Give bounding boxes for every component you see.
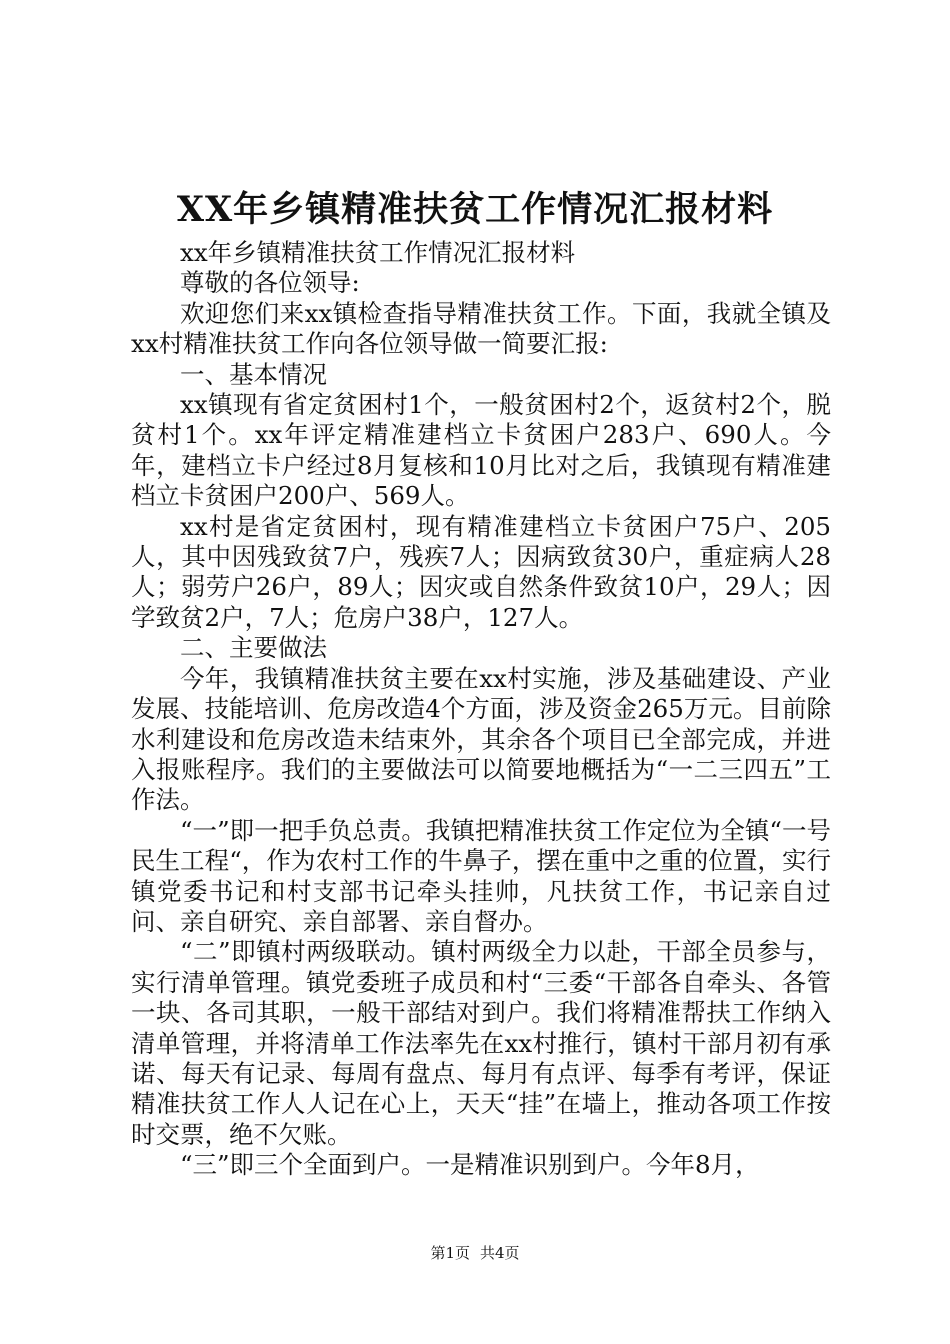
paragraph: 欢迎您们来xx镇检查指导精准扶贫工作。下面，我就全镇及xx村精准扶贫工作向各位领导做一简要汇报: [131, 298, 831, 359]
document-title: XX年乡镇精准扶贫工作情况汇报材料 [176, 189, 774, 230]
paragraph: “一”即一把手负总责。我镇把精准扶贫工作定位为全镇“一号民生工程“，作为农村工作的牛鼻子，摆在重中之重的位置，实行镇党委书记和村支部书记牵头挂帅，凡扶贫工作，书记亲自过问、亲自研究、亲自部署、亲自督办。 [131, 815, 831, 936]
paragraph: xx村是省定贫困村，现有精准建档立卡贫困户75户、205人，其中因残致贫7户，残疾7人；因病致贫30户，重症病人28人；弱劳户26户，89人；因灾或自然条件致贫10户，29人；因学致贫2户，7人；危房户38户，127人。 [131, 511, 831, 632]
page-total: 共4页 [480, 1244, 520, 1262]
document-body [131, 238, 831, 1181]
paragraph: “三”即三个全面到户。一是精准识别到户。今年8月， [180, 1150, 760, 1180]
page-number: 第1页 [430, 1244, 470, 1262]
section-heading: 二、主要做法 [180, 633, 327, 663]
page-footer [0, 1243, 950, 1263]
paragraph: 今年，我镇精准扶贫主要在xx村实施，涉及基础建设、产业发展、技能培训、危房改造4个方面，涉及资金265万元。目前除水利建设和危房改造未结束外，其余各个项目已全部完成，并进入报账程序。我们的主要做法可以简要地概括为“一二三四五”工作法。 [131, 663, 831, 815]
paragraph: xx年乡镇精准扶贫工作情况汇报材料 [180, 238, 576, 267]
paragraph: xx镇现有省定贫困村1个，一般贫困村2个，返贫村2个，脱贫村1个。xx年评定精准建档立卡贫困户283户、690人。今年，建档立卡户经过8月复核和10月比对之后，我镇现有精准建档立卡贫困户200户、569人。 [131, 390, 831, 511]
paragraph: 尊敬的各位领导: [180, 268, 360, 298]
section-heading: 一、基本情况 [180, 359, 327, 389]
paragraph: “二”即镇村两级联动。镇村两级全力以赴，干部全员参与，实行清单管理。镇党委班子成员和村“三委“干部各自牵头、各管一块、各司其职，一般干部结对到户。我们将精准帮扶工作纳入清单管理，并将清单工作法率先在xx村推行，镇村干部月初有承诺、每天有记录、每周有盘点、每月有点评、每季有考评，保证精准扶贫工作人人记在心上，天天“挂”在墙上，推动各项工作按时交票，绝不欠账。 [131, 937, 831, 1149]
